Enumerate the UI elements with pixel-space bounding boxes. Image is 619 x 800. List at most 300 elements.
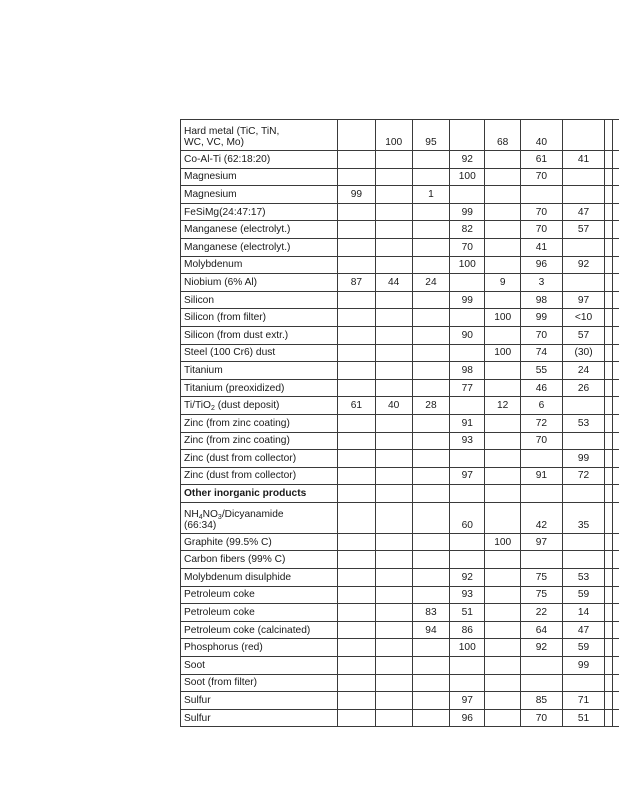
- value-cell: [485, 621, 520, 639]
- value-cell: [375, 168, 412, 186]
- material-name-cell: [181, 692, 338, 710]
- value-cell: [450, 485, 485, 503]
- value-cell: 47: [562, 203, 604, 221]
- table-row: [181, 379, 619, 397]
- value-cell: [375, 639, 412, 657]
- material-name: Phosphorus (red): [184, 642, 263, 654]
- material-name-cell: [181, 432, 338, 450]
- cropped-column-cell: [613, 467, 619, 485]
- material-name-cell: [181, 621, 338, 639]
- value-cell: [338, 379, 375, 397]
- value-cell: 70: [520, 168, 562, 186]
- value-cell: [605, 256, 613, 274]
- value-cell: [605, 709, 613, 727]
- material-name: Graphite (99.5% C): [184, 536, 272, 548]
- value-cell: 96: [520, 256, 562, 274]
- value-cell: 100: [450, 639, 485, 657]
- value-cell: [605, 238, 613, 256]
- value-cell: [562, 238, 604, 256]
- value-cell: [485, 379, 520, 397]
- value-cell: 92: [520, 639, 562, 657]
- cropped-column-cell: [613, 639, 619, 657]
- value-cell: 57: [562, 326, 604, 344]
- value-cell: [375, 657, 412, 675]
- value-cell: [412, 238, 449, 256]
- value-cell: 46: [520, 379, 562, 397]
- value-cell: [485, 551, 520, 569]
- value-cell: [485, 238, 520, 256]
- material-name: Niobium (6% Al): [184, 276, 258, 288]
- value-cell: 70: [520, 203, 562, 221]
- table-row: [181, 551, 619, 569]
- value-cell: [375, 203, 412, 221]
- value-cell: 35: [562, 502, 604, 533]
- value-cell: [375, 344, 412, 362]
- material-name-cell: [181, 485, 338, 503]
- material-name: Manganese (electrolyt.): [184, 224, 291, 236]
- cropped-column-cell: [613, 709, 619, 727]
- value-cell: 9: [485, 274, 520, 292]
- material-name-part: NO: [202, 508, 218, 520]
- value-cell: [485, 168, 520, 186]
- value-cell: 6: [520, 397, 562, 415]
- value-cell: 47: [562, 621, 604, 639]
- value-cell: [375, 586, 412, 604]
- material-name: Other inorganic products: [184, 488, 307, 500]
- value-cell: 51: [562, 709, 604, 727]
- table-row: [181, 362, 619, 380]
- value-cell: 99: [450, 203, 485, 221]
- value-cell: [375, 551, 412, 569]
- cropped-column-cell: [613, 168, 619, 186]
- value-cell: 57: [562, 221, 604, 239]
- value-cell: 24: [412, 274, 449, 292]
- value-cell: [605, 569, 613, 587]
- value-cell: [412, 309, 449, 327]
- value-cell: 93: [450, 586, 485, 604]
- value-cell: [412, 569, 449, 587]
- material-name-cell: [181, 533, 338, 551]
- value-cell: 95: [412, 120, 449, 151]
- value-cell: 99: [562, 450, 604, 468]
- value-cell: 91: [520, 467, 562, 485]
- value-cell: [562, 674, 604, 692]
- value-cell: [412, 502, 449, 533]
- cropped-column-cell: [613, 362, 619, 380]
- value-cell: [375, 309, 412, 327]
- value-cell: 64: [520, 621, 562, 639]
- value-cell: 100: [485, 309, 520, 327]
- material-name: [184, 400, 334, 411]
- value-cell: 3: [520, 274, 562, 292]
- cropped-column-cell: [613, 256, 619, 274]
- cropped-column-cell: [613, 291, 619, 309]
- value-cell: 41: [520, 238, 562, 256]
- material-name-cell: [181, 221, 338, 239]
- value-cell: [375, 569, 412, 587]
- value-cell: [412, 414, 449, 432]
- value-cell: [605, 502, 613, 533]
- cropped-column-cell: [613, 604, 619, 622]
- material-name: Silicon: [184, 294, 215, 306]
- value-cell: [450, 533, 485, 551]
- value-cell: [338, 674, 375, 692]
- material-name-cell: [181, 502, 338, 533]
- formula-subscript: 2: [210, 405, 215, 413]
- material-name-cell: [181, 709, 338, 727]
- material-name-cell: [181, 551, 338, 569]
- value-cell: [485, 692, 520, 710]
- material-name-cell: [181, 309, 338, 327]
- value-cell: 12: [485, 397, 520, 415]
- value-cell: 92: [562, 256, 604, 274]
- value-cell: [485, 569, 520, 587]
- material-name: Soot: [184, 659, 205, 671]
- value-cell: [375, 186, 412, 204]
- table-row: [181, 203, 619, 221]
- value-cell: [485, 586, 520, 604]
- value-cell: 100: [485, 533, 520, 551]
- value-cell: [338, 203, 375, 221]
- value-cell: [412, 291, 449, 309]
- material-name-cell: [181, 344, 338, 362]
- value-cell: 72: [562, 467, 604, 485]
- value-cell: 86: [450, 621, 485, 639]
- value-cell: [412, 586, 449, 604]
- material-name: Magnesium: [184, 188, 237, 200]
- value-cell: [450, 120, 485, 151]
- value-cell: [605, 379, 613, 397]
- cropped-column-cell: [613, 450, 619, 468]
- value-cell: [485, 203, 520, 221]
- value-cell: [605, 397, 613, 415]
- value-cell: 70: [450, 238, 485, 256]
- material-name: Petroleum coke: [184, 607, 255, 619]
- value-cell: 51: [450, 604, 485, 622]
- value-cell: [375, 692, 412, 710]
- value-cell: [485, 450, 520, 468]
- value-cell: [412, 692, 449, 710]
- table-row: [181, 168, 619, 186]
- cropped-column-cell: [613, 238, 619, 256]
- value-cell: 100: [375, 120, 412, 151]
- material-name-cell: [181, 256, 338, 274]
- value-cell: [605, 657, 613, 675]
- table-row: [181, 151, 619, 169]
- material-name: Zinc (dust from collector): [184, 470, 297, 482]
- cropped-column-cell: [613, 485, 619, 503]
- value-cell: [375, 674, 412, 692]
- value-cell: [562, 485, 604, 503]
- value-cell: 55: [520, 362, 562, 380]
- material-name: Titanium (preoxidized): [184, 382, 285, 394]
- cropped-column-cell: [613, 657, 619, 675]
- value-cell: [605, 533, 613, 551]
- value-cell: [450, 397, 485, 415]
- table-row: [181, 432, 619, 450]
- value-cell: 91: [450, 414, 485, 432]
- section-header-row: [181, 485, 619, 503]
- value-cell: 70: [520, 326, 562, 344]
- value-cell: [375, 238, 412, 256]
- table-row: [181, 621, 619, 639]
- value-cell: [605, 450, 613, 468]
- value-cell: 53: [562, 569, 604, 587]
- value-cell: [605, 362, 613, 380]
- value-cell: [450, 551, 485, 569]
- value-cell: (30): [562, 344, 604, 362]
- material-name: Molybdenum: [184, 259, 243, 271]
- value-cell: [605, 344, 613, 362]
- value-cell: [338, 168, 375, 186]
- material-name-part: NH: [184, 508, 199, 520]
- value-cell: [338, 533, 375, 551]
- material-name: Zinc (dust from collector): [184, 452, 297, 464]
- value-cell: [562, 551, 604, 569]
- value-cell: 59: [562, 586, 604, 604]
- value-cell: [605, 309, 613, 327]
- cropped-column-cell: [613, 186, 619, 204]
- value-cell: [605, 221, 613, 239]
- value-cell: 44: [375, 274, 412, 292]
- table-row: [181, 586, 619, 604]
- value-cell: [485, 432, 520, 450]
- table-row: [181, 274, 619, 292]
- value-cell: [375, 151, 412, 169]
- value-cell: [412, 467, 449, 485]
- value-cell: 41: [562, 151, 604, 169]
- value-cell: [412, 344, 449, 362]
- value-cell: 82: [450, 221, 485, 239]
- value-cell: [412, 450, 449, 468]
- table-row: [181, 120, 619, 151]
- material-name-part: /Dicyanamide (66:34): [184, 508, 284, 531]
- value-cell: [485, 221, 520, 239]
- value-cell: 99: [450, 291, 485, 309]
- value-cell: [338, 120, 375, 151]
- value-cell: [450, 657, 485, 675]
- material-name: [184, 509, 334, 531]
- value-cell: 61: [520, 151, 562, 169]
- value-cell: 75: [520, 586, 562, 604]
- material-name-cell: [181, 120, 338, 151]
- material-name-cell: [181, 414, 338, 432]
- cropped-column-cell: [613, 621, 619, 639]
- value-cell: [485, 151, 520, 169]
- value-cell: 70: [520, 221, 562, 239]
- value-cell: [338, 344, 375, 362]
- table-row: [181, 674, 619, 692]
- material-name-cell: [181, 168, 338, 186]
- table-row: [181, 533, 619, 551]
- material-name-cell: [181, 604, 338, 622]
- cropped-column-cell: [613, 397, 619, 415]
- value-cell: [605, 674, 613, 692]
- value-cell: [375, 221, 412, 239]
- value-cell: [375, 467, 412, 485]
- value-cell: 77: [450, 379, 485, 397]
- value-cell: [412, 326, 449, 344]
- value-cell: [338, 450, 375, 468]
- value-cell: [605, 639, 613, 657]
- value-cell: [338, 485, 375, 503]
- value-cell: 83: [412, 604, 449, 622]
- material-name-cell: [181, 203, 338, 221]
- value-cell: 72: [520, 414, 562, 432]
- value-cell: [338, 151, 375, 169]
- cropped-column-cell: [613, 326, 619, 344]
- value-cell: [412, 674, 449, 692]
- value-cell: [485, 414, 520, 432]
- value-cell: 99: [338, 186, 375, 204]
- value-cell: 96: [450, 709, 485, 727]
- value-cell: 85: [520, 692, 562, 710]
- value-cell: 70: [520, 432, 562, 450]
- value-cell: [412, 168, 449, 186]
- table-row: [181, 344, 619, 362]
- cropped-column-cell: [613, 432, 619, 450]
- material-name-cell: [181, 397, 338, 415]
- table-row: [181, 291, 619, 309]
- material-name-cell: [181, 274, 338, 292]
- material-name: Magnesium: [184, 171, 237, 183]
- material-name-cell: [181, 291, 338, 309]
- cropped-column-cell: [613, 120, 619, 151]
- value-cell: [450, 186, 485, 204]
- table-row: [181, 639, 619, 657]
- material-name-cell: [181, 639, 338, 657]
- value-cell: [450, 274, 485, 292]
- value-cell: 59: [562, 639, 604, 657]
- value-cell: [562, 397, 604, 415]
- material-name: Petroleum coke: [184, 589, 255, 601]
- value-cell: [450, 450, 485, 468]
- value-cell: 100: [450, 256, 485, 274]
- value-cell: [605, 467, 613, 485]
- value-cell: [605, 326, 613, 344]
- value-cell: [485, 604, 520, 622]
- value-cell: [485, 709, 520, 727]
- value-cell: [485, 657, 520, 675]
- value-cell: [375, 432, 412, 450]
- value-cell: [338, 692, 375, 710]
- table-row: [181, 657, 619, 675]
- material-name-part: (dust deposit): [214, 400, 280, 412]
- material-name: Silicon (from filter): [184, 312, 267, 324]
- cropped-column-cell: [613, 379, 619, 397]
- value-cell: 53: [562, 414, 604, 432]
- value-cell: [412, 485, 449, 503]
- formula-subscript: 3: [217, 513, 222, 521]
- material-name: Carbon fibers (99% C): [184, 554, 286, 566]
- table-row: [181, 256, 619, 274]
- table-row: [181, 502, 619, 533]
- value-cell: [485, 467, 520, 485]
- material-name-cell: [181, 657, 338, 675]
- value-cell: [605, 203, 613, 221]
- value-cell: 70: [520, 709, 562, 727]
- value-cell: 97: [520, 533, 562, 551]
- value-cell: 68: [485, 120, 520, 151]
- value-cell: [375, 621, 412, 639]
- value-cell: [412, 657, 449, 675]
- material-name: Sulfur: [184, 712, 211, 724]
- value-cell: [375, 709, 412, 727]
- value-cell: 22: [520, 604, 562, 622]
- value-cell: [485, 485, 520, 503]
- table-row: [181, 604, 619, 622]
- value-cell: [338, 309, 375, 327]
- value-cell: 71: [562, 692, 604, 710]
- value-cell: 90: [450, 326, 485, 344]
- value-cell: [520, 485, 562, 503]
- material-name: Hard metal (TiC, TiN, WC, VC, Mo): [184, 126, 280, 148]
- material-name-part: Ti/TiO: [184, 400, 211, 412]
- table-row: [181, 450, 619, 468]
- material-name: Molybdenum disulphide: [184, 571, 292, 583]
- value-cell: [338, 221, 375, 239]
- value-cell: [338, 709, 375, 727]
- value-cell: 40: [520, 120, 562, 151]
- value-cell: 93: [450, 432, 485, 450]
- value-cell: 92: [450, 151, 485, 169]
- value-cell: [520, 674, 562, 692]
- value-cell: [485, 326, 520, 344]
- cropped-column-cell: [613, 502, 619, 533]
- material-name-cell: [181, 450, 338, 468]
- value-cell: 98: [520, 291, 562, 309]
- value-cell: [450, 309, 485, 327]
- value-cell: [338, 467, 375, 485]
- value-cell: 98: [450, 362, 485, 380]
- value-cell: 60: [450, 502, 485, 533]
- value-cell: [562, 120, 604, 151]
- value-cell: 14: [562, 604, 604, 622]
- formula-subscript: 4: [198, 513, 203, 521]
- value-cell: [605, 291, 613, 309]
- value-cell: [520, 657, 562, 675]
- value-cell: [520, 551, 562, 569]
- value-cell: [605, 151, 613, 169]
- material-name: Silicon (from dust extr.): [184, 329, 289, 341]
- data-table: [180, 119, 619, 727]
- material-name-cell: [181, 379, 338, 397]
- table-row: [181, 221, 619, 239]
- value-cell: [605, 485, 613, 503]
- value-cell: [338, 326, 375, 344]
- value-cell: 99: [520, 309, 562, 327]
- cropped-column-cell: [613, 569, 619, 587]
- value-cell: [562, 274, 604, 292]
- material-name-cell: [181, 569, 338, 587]
- value-cell: [338, 362, 375, 380]
- value-cell: [605, 586, 613, 604]
- table-row: [181, 326, 619, 344]
- material-name-cell: [181, 326, 338, 344]
- cropped-column-cell: [613, 674, 619, 692]
- material-name-cell: [181, 467, 338, 485]
- value-cell: [338, 551, 375, 569]
- value-cell: [412, 203, 449, 221]
- value-cell: 100: [485, 344, 520, 362]
- value-cell: [338, 639, 375, 657]
- value-cell: 61: [338, 397, 375, 415]
- cropped-column-cell: [613, 203, 619, 221]
- cropped-column-cell: [613, 586, 619, 604]
- material-name: Manganese (electrolyt.): [184, 241, 291, 253]
- value-cell: [605, 604, 613, 622]
- value-cell: [412, 256, 449, 274]
